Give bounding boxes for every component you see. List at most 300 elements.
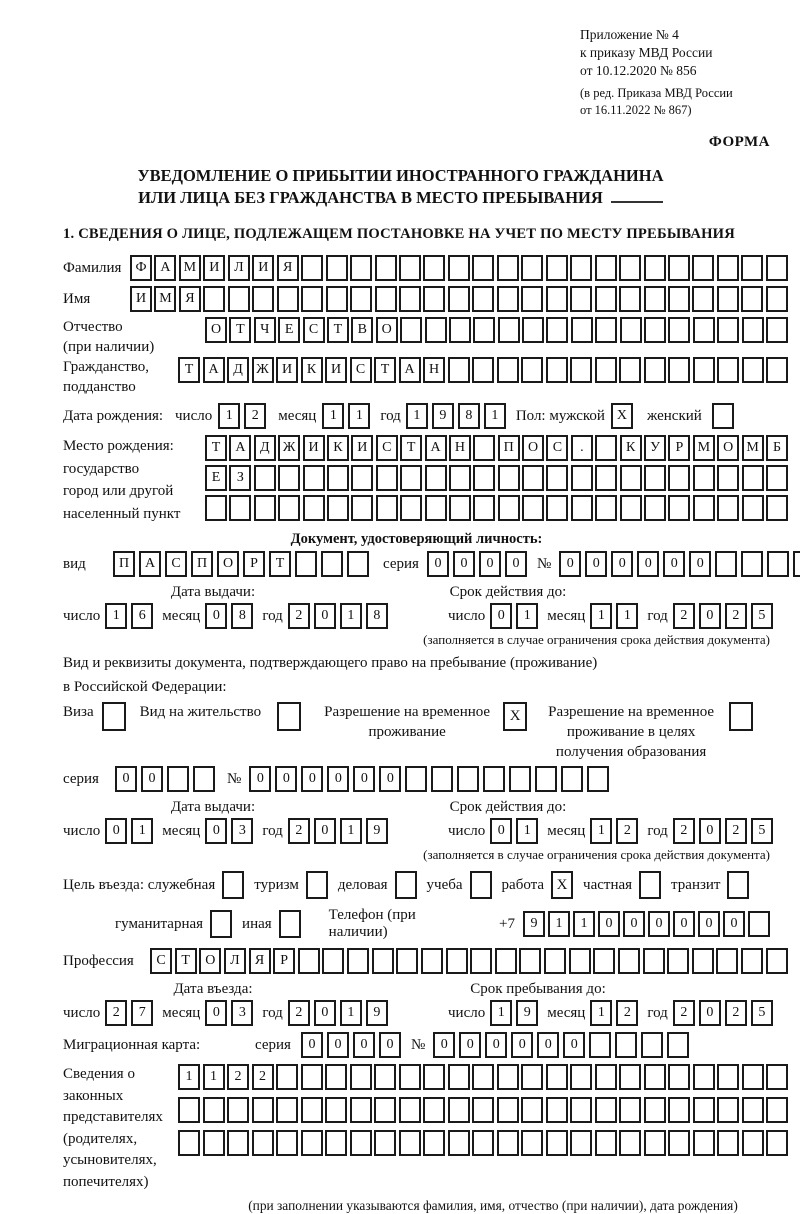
- char-cell[interactable]: [717, 255, 739, 281]
- char-cell[interactable]: 8: [231, 603, 253, 629]
- char-cell[interactable]: [595, 255, 617, 281]
- char-cell[interactable]: [350, 1130, 372, 1156]
- char-cell[interactable]: Я: [179, 286, 201, 312]
- char-cell[interactable]: [668, 465, 690, 491]
- char-cell[interactable]: [522, 465, 544, 491]
- char-cell[interactable]: [644, 255, 666, 281]
- char-cell[interactable]: [561, 766, 583, 792]
- char-cell[interactable]: [326, 255, 348, 281]
- char-cell[interactable]: [766, 357, 788, 383]
- char-cell[interactable]: С: [150, 948, 172, 974]
- char-cell[interactable]: [473, 465, 495, 491]
- char-cell[interactable]: [400, 317, 422, 343]
- char-cell[interactable]: 0: [637, 551, 659, 577]
- char-cell[interactable]: [668, 495, 690, 521]
- char-cell[interactable]: [593, 948, 615, 974]
- char-cell[interactable]: 0: [205, 1000, 227, 1026]
- char-cell[interactable]: [203, 1130, 225, 1156]
- char-cell[interactable]: [400, 465, 422, 491]
- char-cell[interactable]: [252, 286, 274, 312]
- char-cell[interactable]: [483, 766, 505, 792]
- char-cell[interactable]: А: [154, 255, 176, 281]
- char-cell[interactable]: 1: [616, 603, 638, 629]
- char-cell[interactable]: [421, 948, 443, 974]
- char-cell[interactable]: [595, 465, 617, 491]
- char-cell[interactable]: П: [191, 551, 213, 577]
- char-cell[interactable]: 0: [663, 551, 685, 577]
- char-cell[interactable]: П: [498, 435, 520, 461]
- char-cell[interactable]: [716, 948, 738, 974]
- char-cell[interactable]: Т: [269, 551, 291, 577]
- char-cell[interactable]: [535, 766, 557, 792]
- char-cell[interactable]: [472, 286, 494, 312]
- char-cell[interactable]: 1: [490, 1000, 512, 1026]
- char-cell[interactable]: [570, 1097, 592, 1123]
- char-cell[interactable]: М: [179, 255, 201, 281]
- char-cell[interactable]: И: [303, 435, 325, 461]
- char-cell[interactable]: 0: [275, 766, 297, 792]
- char-cell[interactable]: М: [154, 286, 176, 312]
- char-cell[interactable]: [399, 1097, 421, 1123]
- char-cell[interactable]: [350, 255, 372, 281]
- char-cell[interactable]: [546, 317, 568, 343]
- char-cell[interactable]: Т: [229, 317, 251, 343]
- char-cell[interactable]: [715, 551, 737, 577]
- char-cell[interactable]: И: [351, 435, 373, 461]
- char-cell[interactable]: О: [217, 551, 239, 577]
- char-cell[interactable]: 0: [353, 1032, 375, 1058]
- char-cell[interactable]: А: [229, 435, 251, 461]
- char-cell[interactable]: [400, 495, 422, 521]
- purpose-official-checkbox[interactable]: [222, 871, 244, 899]
- char-cell[interactable]: [277, 286, 299, 312]
- char-cell[interactable]: [423, 286, 445, 312]
- char-cell[interactable]: [615, 1032, 637, 1058]
- char-cell[interactable]: [546, 286, 568, 312]
- char-cell[interactable]: 0: [379, 1032, 401, 1058]
- char-cell[interactable]: 1: [203, 1064, 225, 1090]
- char-cell[interactable]: 0: [379, 766, 401, 792]
- purpose-tourism-checkbox[interactable]: [306, 871, 328, 899]
- char-cell[interactable]: [570, 286, 592, 312]
- char-cell[interactable]: [717, 1097, 739, 1123]
- char-cell[interactable]: [425, 495, 447, 521]
- char-cell[interactable]: [766, 495, 788, 521]
- char-cell[interactable]: Ж: [278, 435, 300, 461]
- char-cell[interactable]: [521, 1130, 543, 1156]
- char-cell[interactable]: 5: [751, 603, 773, 629]
- char-cell[interactable]: [668, 1064, 690, 1090]
- char-cell[interactable]: [399, 255, 421, 281]
- char-cell[interactable]: [301, 255, 323, 281]
- char-cell[interactable]: [717, 1130, 739, 1156]
- char-cell[interactable]: [741, 551, 763, 577]
- char-cell[interactable]: 9: [432, 403, 454, 429]
- char-cell[interactable]: [303, 495, 325, 521]
- char-cell[interactable]: Т: [178, 357, 200, 383]
- char-cell[interactable]: [595, 1130, 617, 1156]
- temp-residence-checkbox[interactable]: X: [503, 702, 527, 731]
- char-cell[interactable]: [405, 766, 427, 792]
- char-cell[interactable]: [278, 465, 300, 491]
- char-cell[interactable]: 2: [673, 818, 695, 844]
- char-cell[interactable]: [644, 1064, 666, 1090]
- char-cell[interactable]: [570, 1130, 592, 1156]
- char-cell[interactable]: И: [276, 357, 298, 383]
- char-cell[interactable]: [589, 1032, 611, 1058]
- char-cell[interactable]: [227, 1130, 249, 1156]
- char-cell[interactable]: [178, 1130, 200, 1156]
- char-cell[interactable]: [252, 1097, 274, 1123]
- char-cell[interactable]: 1: [516, 603, 538, 629]
- char-cell[interactable]: И: [203, 255, 225, 281]
- temp-residence-edu-checkbox[interactable]: [729, 702, 753, 731]
- char-cell[interactable]: 2: [616, 818, 638, 844]
- char-cell[interactable]: [570, 255, 592, 281]
- char-cell[interactable]: 9: [366, 818, 388, 844]
- char-cell[interactable]: Е: [205, 465, 227, 491]
- char-cell[interactable]: 1: [590, 818, 612, 844]
- char-cell[interactable]: 0: [327, 1032, 349, 1058]
- char-cell[interactable]: 2: [288, 1000, 310, 1026]
- char-cell[interactable]: [620, 465, 642, 491]
- char-cell[interactable]: 0: [205, 818, 227, 844]
- char-cell[interactable]: Я: [277, 255, 299, 281]
- char-cell[interactable]: 2: [725, 818, 747, 844]
- char-cell[interactable]: [449, 465, 471, 491]
- char-cell[interactable]: 2: [725, 603, 747, 629]
- char-cell[interactable]: [668, 1130, 690, 1156]
- char-cell[interactable]: [399, 286, 421, 312]
- char-cell[interactable]: [668, 317, 690, 343]
- char-cell[interactable]: [766, 1064, 788, 1090]
- char-cell[interactable]: [668, 255, 690, 281]
- char-cell[interactable]: [399, 1064, 421, 1090]
- char-cell[interactable]: [276, 1130, 298, 1156]
- char-cell[interactable]: [254, 465, 276, 491]
- char-cell[interactable]: [766, 1130, 788, 1156]
- char-cell[interactable]: 3: [231, 818, 253, 844]
- char-cell[interactable]: [595, 357, 617, 383]
- char-cell[interactable]: [301, 1097, 323, 1123]
- char-cell[interactable]: 0: [205, 603, 227, 629]
- char-cell[interactable]: [276, 1064, 298, 1090]
- char-cell[interactable]: [228, 286, 250, 312]
- char-cell[interactable]: [375, 286, 397, 312]
- char-cell[interactable]: [522, 317, 544, 343]
- char-cell[interactable]: 1: [178, 1064, 200, 1090]
- char-cell[interactable]: З: [229, 465, 251, 491]
- char-cell[interactable]: [668, 286, 690, 312]
- char-cell[interactable]: 5: [751, 818, 773, 844]
- char-cell[interactable]: [325, 1064, 347, 1090]
- char-cell[interactable]: [693, 465, 715, 491]
- char-cell[interactable]: [322, 948, 344, 974]
- char-cell[interactable]: [546, 465, 568, 491]
- char-cell[interactable]: 2: [288, 603, 310, 629]
- char-cell[interactable]: [425, 317, 447, 343]
- char-cell[interactable]: 3: [231, 1000, 253, 1026]
- char-cell[interactable]: С: [350, 357, 372, 383]
- char-cell[interactable]: [767, 551, 789, 577]
- char-cell[interactable]: 0: [479, 551, 501, 577]
- char-cell[interactable]: 0: [141, 766, 163, 792]
- char-cell[interactable]: [717, 357, 739, 383]
- char-cell[interactable]: [351, 465, 373, 491]
- char-cell[interactable]: Д: [227, 357, 249, 383]
- char-cell[interactable]: [425, 465, 447, 491]
- char-cell[interactable]: С: [546, 435, 568, 461]
- char-cell[interactable]: 9: [366, 1000, 388, 1026]
- char-cell[interactable]: 0: [105, 818, 127, 844]
- char-cell[interactable]: 9: [516, 1000, 538, 1026]
- char-cell[interactable]: [423, 1097, 445, 1123]
- char-cell[interactable]: [396, 948, 418, 974]
- char-cell[interactable]: [497, 1097, 519, 1123]
- char-cell[interactable]: А: [139, 551, 161, 577]
- char-cell[interactable]: Р: [273, 948, 295, 974]
- char-cell[interactable]: С: [303, 317, 325, 343]
- char-cell[interactable]: О: [717, 435, 739, 461]
- char-cell[interactable]: [748, 911, 770, 937]
- char-cell[interactable]: [595, 1097, 617, 1123]
- char-cell[interactable]: [347, 551, 369, 577]
- char-cell[interactable]: О: [199, 948, 221, 974]
- char-cell[interactable]: [644, 1097, 666, 1123]
- char-cell[interactable]: [742, 1130, 764, 1156]
- char-cell[interactable]: [203, 1097, 225, 1123]
- char-cell[interactable]: [521, 286, 543, 312]
- char-cell[interactable]: [619, 1130, 641, 1156]
- char-cell[interactable]: [472, 255, 494, 281]
- char-cell[interactable]: 2: [673, 1000, 695, 1026]
- char-cell[interactable]: 2: [105, 1000, 127, 1026]
- char-cell[interactable]: 0: [611, 551, 633, 577]
- purpose-humanitarian-checkbox[interactable]: [210, 910, 232, 938]
- char-cell[interactable]: [619, 286, 641, 312]
- char-cell[interactable]: 0: [115, 766, 137, 792]
- char-cell[interactable]: 1: [340, 603, 362, 629]
- char-cell[interactable]: 0: [301, 1032, 323, 1058]
- char-cell[interactable]: 0: [563, 1032, 585, 1058]
- char-cell[interactable]: [546, 1130, 568, 1156]
- char-cell[interactable]: 0: [301, 766, 323, 792]
- char-cell[interactable]: 7: [131, 1000, 153, 1026]
- char-cell[interactable]: [351, 495, 373, 521]
- char-cell[interactable]: 0: [249, 766, 271, 792]
- char-cell[interactable]: 0: [433, 1032, 455, 1058]
- char-cell[interactable]: [521, 1097, 543, 1123]
- char-cell[interactable]: 1: [340, 1000, 362, 1026]
- char-cell[interactable]: [766, 948, 788, 974]
- char-cell[interactable]: [167, 766, 189, 792]
- char-cell[interactable]: [457, 766, 479, 792]
- char-cell[interactable]: [692, 255, 714, 281]
- char-cell[interactable]: 0: [648, 911, 670, 937]
- char-cell[interactable]: 0: [723, 911, 745, 937]
- char-cell[interactable]: Ф: [130, 255, 152, 281]
- char-cell[interactable]: 9: [523, 911, 545, 937]
- char-cell[interactable]: 1: [322, 403, 344, 429]
- char-cell[interactable]: [448, 1064, 470, 1090]
- char-cell[interactable]: Н: [449, 435, 471, 461]
- char-cell[interactable]: [193, 766, 215, 792]
- residence-permit-checkbox[interactable]: [277, 702, 301, 731]
- char-cell[interactable]: [327, 495, 349, 521]
- char-cell[interactable]: [667, 948, 689, 974]
- char-cell[interactable]: [641, 1032, 663, 1058]
- char-cell[interactable]: [301, 1130, 323, 1156]
- char-cell[interactable]: [546, 255, 568, 281]
- char-cell[interactable]: [178, 1097, 200, 1123]
- char-cell[interactable]: [742, 317, 764, 343]
- char-cell[interactable]: [303, 465, 325, 491]
- char-cell[interactable]: 5: [751, 1000, 773, 1026]
- char-cell[interactable]: [667, 1032, 689, 1058]
- char-cell[interactable]: [448, 1097, 470, 1123]
- char-cell[interactable]: [498, 317, 520, 343]
- char-cell[interactable]: [595, 1064, 617, 1090]
- char-cell[interactable]: 0: [559, 551, 581, 577]
- char-cell[interactable]: [595, 286, 617, 312]
- char-cell[interactable]: [254, 495, 276, 521]
- char-cell[interactable]: К: [620, 435, 642, 461]
- char-cell[interactable]: [497, 255, 519, 281]
- char-cell[interactable]: [619, 357, 641, 383]
- char-cell[interactable]: [498, 465, 520, 491]
- char-cell[interactable]: [793, 551, 800, 577]
- char-cell[interactable]: 1: [406, 403, 428, 429]
- char-cell[interactable]: Р: [668, 435, 690, 461]
- char-cell[interactable]: 2: [288, 818, 310, 844]
- char-cell[interactable]: 2: [227, 1064, 249, 1090]
- char-cell[interactable]: А: [399, 357, 421, 383]
- char-cell[interactable]: [375, 255, 397, 281]
- char-cell[interactable]: [376, 495, 398, 521]
- char-cell[interactable]: 1: [340, 818, 362, 844]
- char-cell[interactable]: Т: [205, 435, 227, 461]
- char-cell[interactable]: [570, 357, 592, 383]
- char-cell[interactable]: [376, 465, 398, 491]
- char-cell[interactable]: [546, 1064, 568, 1090]
- char-cell[interactable]: Е: [278, 317, 300, 343]
- char-cell[interactable]: [298, 948, 320, 974]
- char-cell[interactable]: 0: [511, 1032, 533, 1058]
- char-cell[interactable]: [570, 1064, 592, 1090]
- char-cell[interactable]: 0: [699, 818, 721, 844]
- char-cell[interactable]: [203, 286, 225, 312]
- char-cell[interactable]: 1: [548, 911, 570, 937]
- char-cell[interactable]: [644, 465, 666, 491]
- char-cell[interactable]: [252, 1130, 274, 1156]
- char-cell[interactable]: [521, 357, 543, 383]
- char-cell[interactable]: [668, 357, 690, 383]
- char-cell[interactable]: [470, 948, 492, 974]
- char-cell[interactable]: 0: [537, 1032, 559, 1058]
- char-cell[interactable]: [473, 495, 495, 521]
- char-cell[interactable]: [644, 317, 666, 343]
- char-cell[interactable]: .: [571, 435, 593, 461]
- char-cell[interactable]: [495, 948, 517, 974]
- char-cell[interactable]: [766, 465, 788, 491]
- char-cell[interactable]: X: [611, 403, 633, 429]
- char-cell[interactable]: 1: [218, 403, 240, 429]
- char-cell[interactable]: [448, 286, 470, 312]
- char-cell[interactable]: О: [376, 317, 398, 343]
- char-cell[interactable]: [449, 317, 471, 343]
- char-cell[interactable]: [519, 948, 541, 974]
- char-cell[interactable]: [692, 286, 714, 312]
- char-cell[interactable]: [423, 255, 445, 281]
- char-cell[interactable]: [205, 495, 227, 521]
- char-cell[interactable]: [693, 1064, 715, 1090]
- char-cell[interactable]: 0: [598, 911, 620, 937]
- char-cell[interactable]: Т: [374, 357, 396, 383]
- char-cell[interactable]: [498, 495, 520, 521]
- char-cell[interactable]: [350, 286, 372, 312]
- char-cell[interactable]: Т: [400, 435, 422, 461]
- char-cell[interactable]: 2: [673, 603, 695, 629]
- char-cell[interactable]: [423, 1064, 445, 1090]
- char-cell[interactable]: 0: [585, 551, 607, 577]
- char-cell[interactable]: [742, 495, 764, 521]
- char-cell[interactable]: [766, 255, 788, 281]
- char-cell[interactable]: [301, 1064, 323, 1090]
- char-cell[interactable]: 8: [366, 603, 388, 629]
- char-cell[interactable]: [325, 1097, 347, 1123]
- char-cell[interactable]: [644, 286, 666, 312]
- char-cell[interactable]: Р: [243, 551, 265, 577]
- char-cell[interactable]: А: [203, 357, 225, 383]
- char-cell[interactable]: [431, 766, 453, 792]
- char-cell[interactable]: 0: [623, 911, 645, 937]
- char-cell[interactable]: В: [351, 317, 373, 343]
- char-cell[interactable]: [325, 1130, 347, 1156]
- char-cell[interactable]: К: [301, 357, 323, 383]
- char-cell[interactable]: С: [165, 551, 187, 577]
- char-cell[interactable]: О: [522, 435, 544, 461]
- char-cell[interactable]: [717, 465, 739, 491]
- char-cell[interactable]: [693, 357, 715, 383]
- char-cell[interactable]: [587, 766, 609, 792]
- char-cell[interactable]: 0: [353, 766, 375, 792]
- char-cell[interactable]: [472, 1130, 494, 1156]
- char-cell[interactable]: О: [205, 317, 227, 343]
- char-cell[interactable]: [446, 948, 468, 974]
- char-cell[interactable]: У: [644, 435, 666, 461]
- char-cell[interactable]: 1: [590, 603, 612, 629]
- char-cell[interactable]: 0: [327, 766, 349, 792]
- char-cell[interactable]: [717, 495, 739, 521]
- char-cell[interactable]: И: [325, 357, 347, 383]
- char-cell[interactable]: 0: [673, 911, 695, 937]
- char-cell[interactable]: [522, 495, 544, 521]
- char-cell[interactable]: 0: [314, 603, 336, 629]
- char-cell[interactable]: 0: [505, 551, 527, 577]
- char-cell[interactable]: [717, 317, 739, 343]
- char-cell[interactable]: 1: [105, 603, 127, 629]
- char-cell[interactable]: Н: [423, 357, 445, 383]
- char-cell[interactable]: [473, 317, 495, 343]
- char-cell[interactable]: [742, 357, 764, 383]
- char-cell[interactable]: [693, 1097, 715, 1123]
- char-cell[interactable]: [644, 495, 666, 521]
- char-cell[interactable]: 0: [699, 1000, 721, 1026]
- char-cell[interactable]: [374, 1064, 396, 1090]
- char-cell[interactable]: [766, 317, 788, 343]
- char-cell[interactable]: [741, 255, 763, 281]
- char-cell[interactable]: [448, 357, 470, 383]
